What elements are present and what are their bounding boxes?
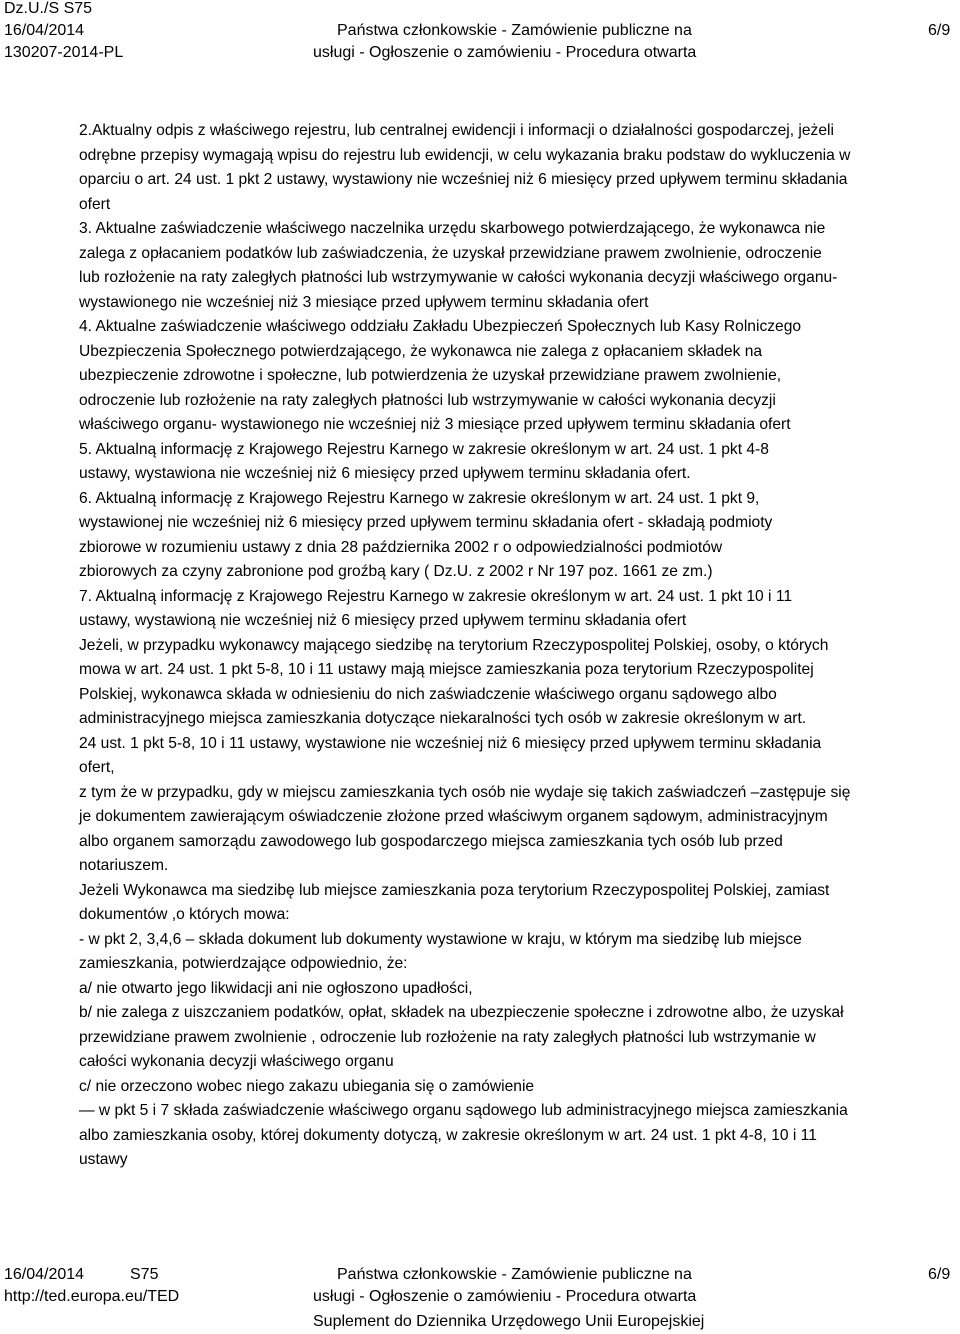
body-line: 5. Aktualną informację z Krajowego Rejestru Karnego w zakresie określonym w art. 24 ust. 1 pkt 4-8 <box>79 440 769 458</box>
footer-url: http://ted.europa.eu/TED <box>4 1288 180 1305</box>
body-line: ofert, <box>79 759 115 776</box>
body-line: albo organem samorządu zawodowego lub gospodarczego miejsca zamieszkania tych osób lub przed <box>79 832 783 850</box>
body-line: c/ nie orzeczono wobec niego zakazu ubiegania się o zamówienie <box>79 1077 535 1095</box>
body-line: ustawy <box>79 1151 128 1168</box>
body-line: odrębne przepisy wymagają wpisu do rejestru lub ewidencji, w celu wykazania braku podstaw do wykluczenia w <box>79 146 851 164</box>
header-page-number: 6/9 <box>928 22 951 39</box>
body-line: zamieszkania, potwierdzające odpowiednio, że: <box>79 955 408 972</box>
footer-date: 16/04/2014 <box>4 1266 85 1283</box>
body-line: b/ nie zalega z uiszczaniem podatków, opłat, składek na ubezpieczenie społeczne i zdrowotne albo, że uzyskał <box>79 1004 844 1021</box>
body-line: wystawionej nie wcześniej niż 6 miesięcy przed upływem terminu składania ofert - składają podmioty <box>79 514 773 531</box>
body-line: Polskiej, wykonawca składa w odniesieniu do nich zaświadczenie właściwego organu sądowego albo <box>79 685 777 703</box>
body-line: — w pkt 5 i 7 składa zaświadczenie właściwego organu sądowego lub administracyjnego miejsca zamieszkania <box>79 1102 848 1119</box>
body-line: 24 ust. 1 pkt 5-8, 10 i 11 ustawy, wystawione nie wcześniej niż 6 miesięcy przed upływem terminu składania <box>79 734 822 752</box>
body-line: Ubezpieczenia Społecznego potwierdzającego, że wykonawca nie zalega z opłacaniem składek na <box>79 342 763 360</box>
journal-reference: Dz.U./S S75 <box>4 0 93 17</box>
header-title-line1: Państwa członkowskie - Zamówienie publiczne na <box>337 22 692 39</box>
body-line: lub rozłożenie na raty zaległych płatności lub wstrzymywanie w całości wykonania decyzji właściwego organu- <box>79 269 838 286</box>
body-line: wystawionego nie wcześniej niż 3 miesiące przed upływem terminu składania ofert <box>79 293 649 311</box>
body-line: 6. Aktualną informację z Krajowego Rejestru Karnego w zakresie określonym w art. 24 ust. 1 pkt 9, <box>79 489 760 507</box>
body-line: 3. Aktualne zaświadczenie właściwego naczelnika urzędu skarbowego potwierdzającego, że wykonawca nie <box>79 220 826 237</box>
document-body <box>79 119 957 1173</box>
body-line: notariuszem. <box>79 857 169 874</box>
body-line: zbiorowych za czyny zabronione pod groźbą kary ( Dz.U. z 2002 r Nr 197 poz. 1661 ze zm.) <box>79 563 713 580</box>
footer-series: S75 <box>130 1266 159 1283</box>
body-line: przewidziane prawem zwolnienie , odroczenie lub rozłożenie na raty zaległych płatności lub wstrzymanie w <box>79 1028 816 1046</box>
body-line: z tym że w przypadku, gdy w miejscu zamieszkania tych osób nie wydaje się takich zaświadczeń –zastępuje się <box>79 783 851 801</box>
body-line: zalega z opłacaniem podatków lub zaświadczenia, że uzyskał przewidziane prawem zwolnienie, odroczenie <box>79 244 822 262</box>
body-line: ustawy, wystawiona nie wcześniej niż 6 miesięcy przed upływem terminu składania ofert. <box>79 465 691 482</box>
body-line: a/ nie otwarto jego likwidacji ani nie ogłoszono upadłości, <box>79 979 473 997</box>
body-line: ubezpieczenie zdrowotne i społeczne, lub potwierdzenia że uzyskał przewidziane prawem zwolnienie, <box>79 367 782 384</box>
body-line: 4. Aktualne zaświadczenie właściwego oddziału Zakładu Ubezpieczeń Społecznych lub Kasy Rolniczego <box>79 318 802 335</box>
body-line: je dokumentem zawierającym oświadczenie złożone przed właściwym organem sądowym, administracyjnym <box>79 808 828 825</box>
body-line: Jeżeli Wykonawca ma siedzibę lub miejsce zamieszkania poza terytorium Rzeczypospolitej Polskiej, zamiast <box>79 881 830 899</box>
footer-page-number: 6/9 <box>928 1266 951 1283</box>
footer-title-line2: usługi - Ogłoszenie o zamówieniu - Procedura otwarta <box>313 1288 697 1305</box>
notice-reference: 130207-2014-PL <box>4 44 124 61</box>
header-date: 16/04/2014 <box>4 22 85 39</box>
body-line: - w pkt 2, 3,4,6 – składa dokument lub dokumenty wystawione w kraju, w którym ma siedzibę lub miejsce <box>79 930 802 948</box>
body-line: mowa w art. 24 ust. 1 pkt 5-8, 10 i 11 ustawy mają miejsce zamieszkania poza terytorium Rzeczypospolitej <box>79 661 814 678</box>
body-line: 2.Aktualny odpis z właściwego rejestru, lub centralnej ewidencji i informacji o działalności gospodarczej, jeżeli <box>79 122 834 139</box>
body-line: albo zamieszkania osoby, której dokumenty dotyczą, w zakresie określonym w art. 24 ust. 1 pkt 4-8, 10 i 11 <box>79 1126 817 1144</box>
header-title-line2: usługi - Ogłoszenie o zamówieniu - Procedura otwarta <box>313 44 697 61</box>
body-line: zbiorowe w rozumieniu ustawy z dnia 28 października 2002 r o odpowiedzialności podmiotów <box>79 538 723 556</box>
body-line: administracyjnego miejsca zamieszkania dotyczące niekaralności tych osób w zakresie określonym w art. <box>79 710 807 727</box>
body-line: właściwego organu- wystawionego nie wcześniej niż 3 miesiące przed upływem terminu składania ofert <box>79 416 791 433</box>
body-line: 7. Aktualną informację z Krajowego Rejestru Karnego w zakresie określonym w art. 24 ust. 1 pkt 10 i 11 <box>79 587 793 605</box>
body-line: Jeżeli, w przypadku wykonawcy mającego siedzibę na terytorium Rzeczypospolitej Polskiej, osoby, o których <box>79 636 829 654</box>
body-line: dokumentów ,o których mowa: <box>79 906 290 923</box>
body-line: całości wykonania decyzji właściwego organu <box>79 1053 394 1070</box>
body-line: ofert <box>79 195 111 213</box>
footer-title-line1: Państwa członkowskie - Zamówienie publiczne na <box>337 1266 692 1283</box>
body-line: oparciu o art. 24 ust. 1 pkt 2 ustawy, wystawiony nie wcześniej niż 6 miesięcy przed upływem terminu składania <box>79 171 848 188</box>
footer-supplement: Suplement do Dziennika Urzędowego Unii Europejskiej <box>313 1313 705 1330</box>
body-line: ustawy, wystawioną nie wcześniej niż 6 miesięcy przed upływem terminu składania ofert <box>79 612 687 629</box>
body-line: odroczenie lub rozłożenie na raty zaległych płatności lub wstrzymywanie w całości wykonania decyzji <box>79 391 776 409</box>
